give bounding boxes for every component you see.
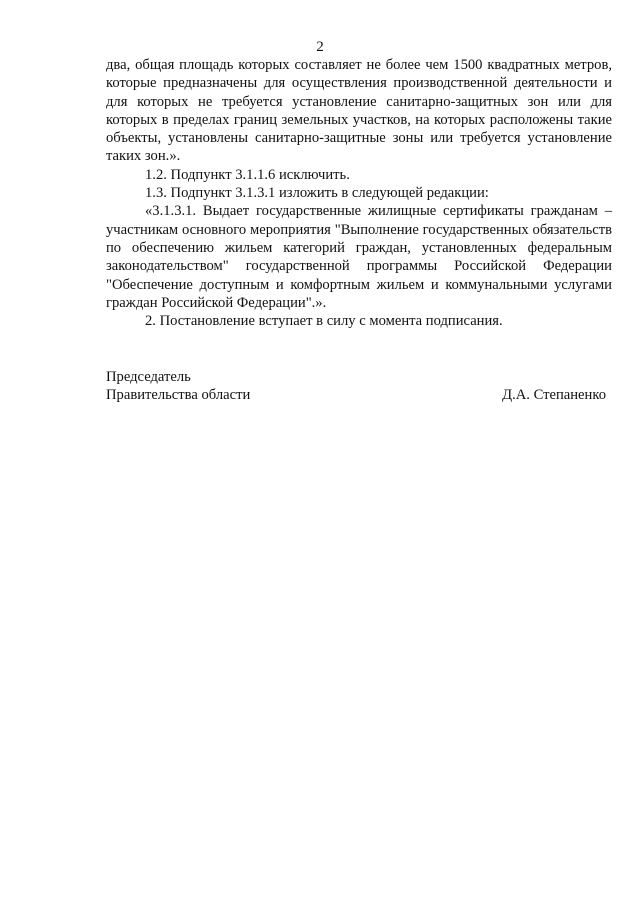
signature-block [106,368,606,405]
paragraph-continuation: два, общая площадь которых составляет не более чем 1500 квадратных метров, которые предназначены для осуществления производственной деятельности и для которых не требуется установление санитарно-защитных зон или для которых в пределах границ земельных участков, на которых расположены такие объекты, установлены санитарно-защитные зоны или требуется установление таких зон.». [106,57,612,165]
paragraph-item-1-2: 1.2. Подпункт 3.1.1.6 исключить. [145,166,350,183]
document-body [106,56,612,330]
signatory-title-line-1: Председатель [106,369,191,385]
paragraph-item-2: 2. Постановление вступает в силу с момента подписания. [145,313,503,330]
paragraph-quoted-3-1-3-1: «3.1.3.1. Выдает государственные жилищные сертификаты гражданам – участникам основного мероприятия "Выполнение государственных обязательств по обеспечению жильем категорий граждан, установленных федеральным законодательством" государственной программы Российской Федерации "Обеспечение доступным и комфортным жильем и коммунальными услугами граждан Российской Федерации".». [106,203,612,311]
signature-row [106,386,606,404]
paragraph-item-1-3: 1.3. Подпункт 3.1.3.1 изложить в следующей редакции: [145,185,489,202]
signatory-title-line-2: Правительства области [106,387,251,404]
page-number: 2 [316,39,324,55]
signatory-name: Д.А. Степаненко [502,387,606,404]
